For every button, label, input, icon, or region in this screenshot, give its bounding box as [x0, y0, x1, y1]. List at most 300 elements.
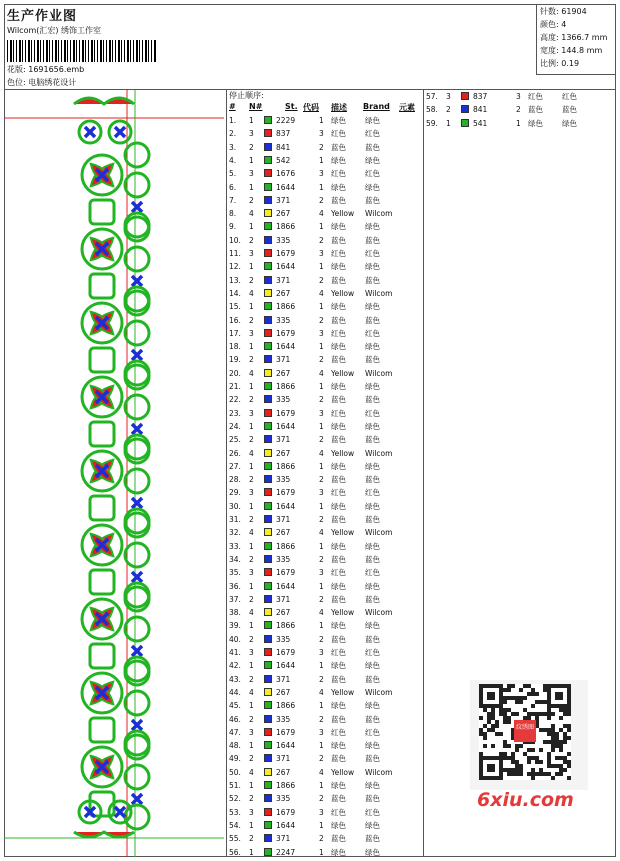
- row-stitch: 3: [319, 328, 324, 338]
- row-needle: 4: [249, 288, 254, 298]
- stop-sequence-title: 停止顺序:: [229, 91, 264, 100]
- row-number: 17.: [229, 328, 241, 338]
- barcode: [7, 40, 157, 62]
- row-stitch: 2: [319, 142, 324, 152]
- row-description: 绿色: [331, 116, 346, 125]
- row-code: 267: [276, 448, 291, 458]
- table-row: [227, 580, 424, 593]
- row-description: Yellow: [331, 209, 355, 219]
- table-row: [227, 806, 424, 819]
- row-code: 1644: [276, 820, 296, 830]
- color-swatch: [264, 728, 272, 736]
- row-number: 9.: [229, 222, 237, 232]
- row-brand: 蓝色: [365, 674, 380, 684]
- row-code: 335: [276, 315, 291, 325]
- table-row: [424, 117, 620, 130]
- row-code: 335: [276, 794, 291, 804]
- color-swatch: [264, 462, 272, 470]
- green-scroll-ring: [125, 143, 149, 167]
- row-stitch: 2: [319, 435, 324, 445]
- row-stitch: 1: [319, 741, 324, 751]
- green-scroll-ring: [125, 395, 149, 419]
- row-number: 49.: [229, 754, 241, 764]
- color-swatch: [264, 701, 272, 709]
- row-stitch: 4: [319, 608, 324, 618]
- row-code: 1679: [276, 408, 296, 418]
- col-code: 代码: [303, 103, 319, 112]
- color-swatch: [264, 156, 272, 164]
- row-stitch: 4: [319, 448, 324, 458]
- row-stitch: 3: [319, 807, 324, 817]
- header: [4, 4, 616, 90]
- row-brand: 绿色: [365, 501, 380, 511]
- row-code: 371: [276, 275, 291, 285]
- table-row: [227, 194, 424, 207]
- row-number: 34.: [229, 554, 241, 564]
- table-row: [227, 726, 424, 739]
- row-brand: 红色: [365, 568, 380, 578]
- table-row: [227, 832, 424, 845]
- row-needle: 1: [249, 116, 254, 125]
- row-number: 3.: [229, 142, 237, 152]
- table-row: [227, 526, 424, 539]
- row-stitch: 1: [319, 781, 324, 790]
- table-row: [227, 779, 424, 792]
- row-brand: 蓝色: [365, 395, 380, 405]
- row-brand: 蓝色: [562, 105, 577, 115]
- row-description: 绿色: [331, 847, 346, 857]
- table-row: [227, 739, 424, 752]
- blue-cross-motif: [132, 720, 142, 730]
- color-swatch: [264, 196, 272, 204]
- row-number: 25.: [229, 435, 241, 445]
- row-code: 1644: [276, 342, 296, 352]
- color-swatch: [264, 409, 272, 417]
- design-preview: [4, 90, 227, 857]
- row-needle: 1: [249, 461, 254, 471]
- row-number: 54.: [229, 820, 241, 830]
- row-code: 837: [276, 129, 291, 139]
- color-swatch: [264, 808, 272, 816]
- row-number: 20.: [229, 368, 241, 378]
- table-row: [227, 114, 424, 127]
- row-needle: 2: [249, 395, 254, 405]
- row-number: 39.: [229, 621, 241, 631]
- row-brand: 蓝色: [365, 475, 380, 485]
- table-row: [227, 473, 424, 486]
- row-number: 8.: [229, 209, 237, 219]
- qr-code: [470, 680, 588, 790]
- row-code: 1676: [276, 169, 296, 179]
- row-description: Yellow: [331, 767, 355, 777]
- row-brand: Wilcom: [365, 767, 393, 777]
- row-stitch: 1: [319, 541, 324, 551]
- row-brand: 红色: [365, 249, 380, 258]
- row-description: 绿色: [331, 342, 346, 352]
- row-code: 371: [276, 834, 291, 844]
- row-code: 267: [276, 209, 291, 219]
- row-description: 蓝色: [331, 235, 346, 245]
- row-stitch: 1: [319, 302, 324, 312]
- row-number: 10.: [229, 235, 241, 245]
- row-description: 蓝色: [331, 142, 346, 152]
- green-square-frame: [90, 570, 114, 594]
- row-stitch: 1: [319, 581, 324, 591]
- row-brand: 红色: [365, 648, 380, 657]
- row-description: 蓝色: [331, 754, 346, 764]
- blue-cross-motif: [115, 807, 125, 817]
- table-row: [227, 300, 424, 313]
- row-code: 371: [276, 594, 291, 604]
- green-square-frame: [90, 422, 114, 446]
- row-description: 绿色: [528, 118, 543, 128]
- row-needle: 1: [249, 222, 254, 232]
- row-code: 2247: [276, 847, 296, 857]
- row-number: 18.: [229, 342, 241, 352]
- row-brand: 绿色: [365, 741, 380, 751]
- row-needle: 3: [249, 727, 254, 737]
- table-row: [227, 340, 424, 353]
- table-row: [227, 380, 424, 393]
- row-needle: 2: [249, 674, 254, 684]
- row-code: 1866: [276, 621, 296, 631]
- row-stitch: 1: [319, 382, 324, 391]
- row-number: 30.: [229, 501, 241, 511]
- row-brand: 绿色: [365, 262, 380, 272]
- table-row: [227, 646, 424, 659]
- row-number: 7.: [229, 195, 237, 205]
- green-scroll-ring: [125, 691, 149, 715]
- row-needle: 2: [249, 435, 254, 445]
- table-row: [227, 486, 424, 499]
- row-stitch: 3: [319, 169, 324, 179]
- row-number: 12.: [229, 262, 241, 272]
- row-stitch: 1: [516, 118, 521, 128]
- row-description: 蓝色: [331, 594, 346, 604]
- row-description: 绿色: [331, 541, 346, 551]
- row-needle: 3: [249, 249, 254, 258]
- row-needle: 2: [249, 754, 254, 764]
- row-needle: 1: [249, 182, 254, 192]
- row-brand: 绿色: [365, 302, 380, 312]
- table-row: [227, 673, 424, 686]
- row-needle: 1: [249, 781, 254, 790]
- row-brand: 蓝色: [365, 355, 380, 365]
- row-stitch: 2: [319, 794, 324, 804]
- blue-cross-motif: [132, 424, 142, 434]
- row-code: 335: [276, 235, 291, 245]
- row-stitch: 1: [319, 116, 324, 125]
- blue-cross-motif: [132, 646, 142, 656]
- row-brand: 蓝色: [365, 235, 380, 245]
- table-row: [227, 127, 424, 140]
- color-swatch: [264, 382, 272, 390]
- green-square-frame: [90, 496, 114, 520]
- row-description: 红色: [331, 807, 346, 817]
- row-stitch: 3: [319, 408, 324, 418]
- row-code: 1644: [276, 262, 296, 272]
- row-description: 绿色: [331, 781, 346, 790]
- row-description: 绿色: [331, 581, 346, 591]
- row-needle: 4: [249, 448, 254, 458]
- row-number: 4.: [229, 155, 237, 165]
- row-brand: 蓝色: [365, 594, 380, 604]
- row-number: 56.: [229, 847, 241, 857]
- color-swatch: [264, 608, 272, 616]
- color-swatch: [264, 502, 272, 510]
- row-brand: Wilcom: [365, 288, 393, 298]
- color-swatch: [461, 119, 469, 127]
- row-description: 蓝色: [331, 714, 346, 724]
- row-code: 1866: [276, 781, 296, 790]
- row-description: 红色: [331, 129, 346, 139]
- color-swatch: [264, 821, 272, 829]
- row-description: 红色: [331, 249, 346, 258]
- pattern-group: [74, 98, 149, 837]
- row-number: 51.: [229, 781, 241, 790]
- row-description: 红色: [331, 648, 346, 657]
- row-code: 267: [276, 288, 291, 298]
- row-description: Yellow: [331, 368, 355, 378]
- table-row: [227, 566, 424, 579]
- row-brand: Wilcom: [365, 528, 393, 538]
- color-swatch: [264, 555, 272, 563]
- row-number: 13.: [229, 275, 241, 285]
- color-swatch: [264, 741, 272, 749]
- row-brand: 红色: [365, 328, 380, 338]
- row-code: 267: [276, 767, 291, 777]
- row-description: 绿色: [331, 741, 346, 751]
- row-needle: 1: [249, 342, 254, 352]
- row-number: 53.: [229, 807, 241, 817]
- row-description: 蓝色: [331, 275, 346, 285]
- table-row: [227, 633, 424, 646]
- row-number: 26.: [229, 448, 241, 458]
- row-description: 蓝色: [331, 475, 346, 485]
- row-brand: 蓝色: [365, 515, 380, 524]
- row-needle: 1: [446, 118, 451, 128]
- row-code: 1679: [276, 328, 296, 338]
- table-row: [227, 260, 424, 273]
- row-description: 红色: [331, 488, 346, 498]
- row-description: 蓝色: [331, 634, 346, 644]
- col-needle: N#: [249, 102, 263, 111]
- row-stitch: 3: [319, 488, 324, 498]
- row-number: 32.: [229, 528, 241, 538]
- row-brand: 绿色: [365, 781, 380, 790]
- table-row: [227, 393, 424, 406]
- row-code: 1644: [276, 661, 296, 671]
- col-num: #: [229, 102, 236, 111]
- row-brand: 绿色: [365, 116, 380, 125]
- row-stitch: 4: [319, 767, 324, 777]
- design-purpose: 色位: 电脑绣花设计: [7, 78, 77, 87]
- row-stitch: 3: [319, 249, 324, 258]
- row-brand: 红色: [365, 408, 380, 418]
- row-needle: 1: [249, 421, 254, 431]
- row-code: 335: [276, 714, 291, 724]
- row-code: 1679: [276, 568, 296, 578]
- row-code: 267: [276, 608, 291, 618]
- row-description: 绿色: [331, 382, 346, 391]
- row-number: 5.: [229, 169, 237, 179]
- row-number: 24.: [229, 421, 241, 431]
- row-description: 红色: [331, 408, 346, 418]
- row-brand: 红色: [365, 807, 380, 817]
- row-brand: 绿色: [365, 155, 380, 165]
- row-code: 371: [276, 435, 291, 445]
- row-description: 绿色: [331, 182, 346, 192]
- color-swatch: [264, 222, 272, 230]
- row-number: 40.: [229, 634, 241, 644]
- color-swatch: [264, 129, 272, 137]
- row-brand: 绿色: [365, 382, 380, 391]
- row-number: 14.: [229, 288, 241, 298]
- row-brand: 蓝色: [365, 142, 380, 152]
- row-brand: 蓝色: [365, 275, 380, 285]
- table-row: [227, 593, 424, 606]
- row-stitch: 2: [319, 714, 324, 724]
- color-swatch: [264, 582, 272, 590]
- row-description: 绿色: [331, 621, 346, 631]
- table-row: [227, 327, 424, 340]
- col-brand: Brand: [363, 102, 390, 111]
- row-needle: 3: [249, 328, 254, 338]
- row-needle: 2: [249, 195, 254, 205]
- row-brand: Wilcom: [365, 608, 393, 618]
- row-brand: 绿色: [365, 661, 380, 671]
- green-scroll-ring: [125, 247, 149, 271]
- row-number: 31.: [229, 515, 241, 524]
- green-scroll-ring: [125, 469, 149, 493]
- row-brand: 蓝色: [365, 714, 380, 724]
- row-stitch: 1: [319, 342, 324, 352]
- row-needle: 1: [249, 382, 254, 391]
- row-number: 2.: [229, 129, 237, 139]
- company-name: Wilcom(汇宏) 绣饰工作室: [7, 26, 102, 35]
- green-scroll-ring: [125, 173, 149, 197]
- row-brand: 绿色: [365, 847, 380, 857]
- row-needle: 1: [249, 541, 254, 551]
- table-row: [227, 699, 424, 712]
- row-brand: 蓝色: [365, 315, 380, 325]
- color-swatch: [264, 169, 272, 177]
- row-code: 1679: [276, 727, 296, 737]
- row-stitch: 3: [319, 129, 324, 139]
- stats-box: [536, 4, 616, 75]
- row-code: 371: [276, 754, 291, 764]
- row-code: 1644: [276, 501, 296, 511]
- row-needle: 4: [249, 209, 254, 219]
- row-brand: 绿色: [365, 541, 380, 551]
- row-code: 1866: [276, 222, 296, 232]
- color-count: 颜色: 4: [540, 20, 567, 29]
- row-needle: 3: [249, 568, 254, 578]
- row-number: 28.: [229, 475, 241, 485]
- design-file: 花版: 1691656.emb: [7, 65, 85, 74]
- row-brand: 绿色: [365, 182, 380, 192]
- row-code: 371: [276, 515, 291, 524]
- table-row: [227, 154, 424, 167]
- row-number: 37.: [229, 594, 241, 604]
- color-swatch: [264, 542, 272, 550]
- row-brand: Wilcom: [365, 687, 393, 697]
- row-description: 绿色: [331, 501, 346, 511]
- table-row: [227, 792, 424, 805]
- table-row: [227, 247, 424, 260]
- color-swatch: [264, 488, 272, 496]
- color-swatch: [264, 768, 272, 776]
- table-row: [424, 103, 620, 116]
- table-row: [227, 234, 424, 247]
- row-brand: 蓝色: [365, 634, 380, 644]
- row-stitch: 2: [516, 105, 521, 115]
- row-stitch: 1: [319, 155, 324, 165]
- row-needle: 2: [249, 834, 254, 844]
- blue-cross-motif: [132, 202, 142, 212]
- row-description: 蓝色: [331, 554, 346, 564]
- table-row: [227, 619, 424, 632]
- color-swatch: [264, 528, 272, 536]
- row-number: 42.: [229, 661, 241, 671]
- row-number: 48.: [229, 741, 241, 751]
- green-scroll-ring: [125, 543, 149, 567]
- row-code: 335: [276, 634, 291, 644]
- blue-cross-motif: [85, 127, 95, 137]
- row-needle: 4: [249, 528, 254, 538]
- color-swatch: [264, 635, 272, 643]
- color-swatch: [264, 781, 272, 789]
- color-swatch: [264, 395, 272, 403]
- row-brand: Wilcom: [365, 209, 393, 219]
- row-description: Yellow: [331, 448, 355, 458]
- row-stitch: 3: [516, 92, 521, 101]
- color-swatch: [264, 276, 272, 284]
- row-code: 335: [276, 475, 291, 485]
- color-swatch: [461, 105, 469, 113]
- row-needle: 3: [249, 408, 254, 418]
- table-row: [227, 167, 424, 180]
- row-number: 52.: [229, 794, 241, 804]
- row-brand: 绿色: [365, 621, 380, 631]
- color-swatch: [264, 422, 272, 430]
- row-description: Yellow: [331, 687, 355, 697]
- row-brand: 蓝色: [365, 834, 380, 844]
- row-number: 15.: [229, 302, 241, 312]
- row-stitch: 4: [319, 288, 324, 298]
- stitch-count: 针数: 61904: [540, 7, 587, 16]
- row-description: 红色: [331, 169, 346, 179]
- row-description: 蓝色: [331, 834, 346, 844]
- blue-cross-motif: [132, 350, 142, 360]
- embroidery-pattern: [4, 90, 227, 857]
- color-swatch: [264, 289, 272, 297]
- row-code: 837: [473, 92, 488, 101]
- row-needle: 3: [249, 129, 254, 139]
- row-stitch: 4: [319, 528, 324, 538]
- blue-cross-motif: [132, 794, 142, 804]
- col-st: St.: [285, 102, 298, 111]
- color-swatch: [264, 302, 272, 310]
- row-needle: 1: [249, 661, 254, 671]
- row-code: 1866: [276, 541, 296, 551]
- row-brand: 蓝色: [365, 794, 380, 804]
- table-row: [227, 460, 424, 473]
- table-row: [227, 553, 424, 566]
- color-swatch: [264, 648, 272, 656]
- blue-cross-motif: [132, 276, 142, 286]
- stop-sequence-panel: [227, 90, 424, 857]
